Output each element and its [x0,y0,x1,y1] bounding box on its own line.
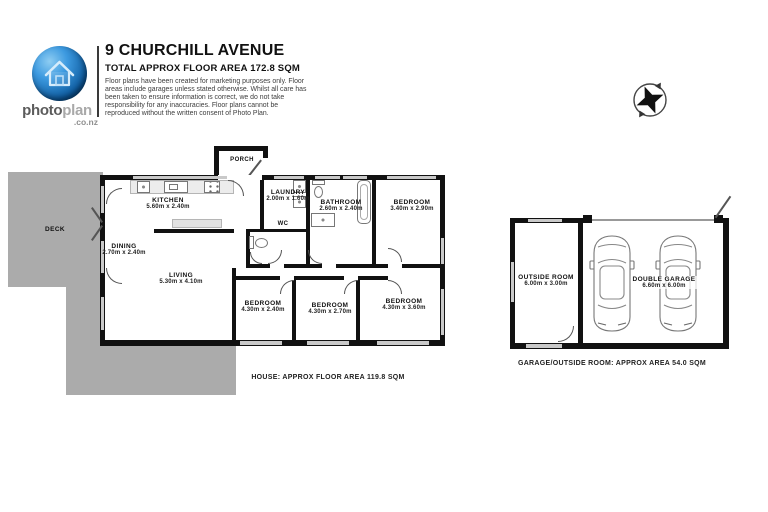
wall-segment [583,343,729,349]
room-label-double-garage: DOUBLE GARAGE 6.60m x 6.00m [632,276,696,289]
window-segment [441,289,444,335]
window-segment [307,341,349,345]
room-label-outside-room: OUTSIDE ROOM 6.00m x 3.00m [518,274,574,287]
room-label-living: LIVING 5.30m x 4.10m [159,272,203,285]
room-label-wc: WC [277,221,289,227]
disclaimer-line: reproduced without the written consent of Photo Plan. [105,109,269,117]
window-segment [274,176,304,179]
house-area-caption: HOUSE: APPROX FLOOR AREA 119.8 SQM [251,374,405,381]
wall-segment [358,276,388,280]
kitchen-island [172,219,222,228]
door-arc [558,326,574,342]
photoplan-logo-icon [32,46,87,101]
disclaimer-line: areas include garages unless stated otherwise. Whilst all care has [105,85,307,93]
room-label-porch: PORCH [230,157,254,163]
room-label-bedroom-mid: BEDROOM 4.30m x 2.70m [308,302,352,315]
window-segment [387,176,436,179]
window-segment [343,176,367,179]
toilet-bowl-icon [314,186,323,198]
logo-word-photo: photo [22,102,63,119]
wall-segment [294,276,344,280]
wall-segment [214,146,268,151]
disclaimer-line: Floor plans have been created for marketing purposes only. Floor [105,78,305,85]
disclaimer-line: been taken to ensure information is correct, we do not take [105,93,285,101]
wall-segment [723,218,729,349]
room-label-deck: DECK [44,226,66,233]
hob-icon [204,181,220,193]
window-segment [240,341,282,345]
page-title: 9 CHURCHILL AVENUE [105,42,285,59]
logo-word-plan: plan [62,102,92,119]
wall-segment [250,264,270,268]
logo-suffix: .co.nz [73,117,98,127]
room-label-bedroom-right: BEDROOM 4.30m x 3.60m [382,298,426,311]
wall-segment [248,229,308,232]
window-segment [315,176,340,179]
compass-north-icon [627,77,673,123]
window-segment [101,186,104,213]
disclaimer-line: responsibility for any inaccuracies. Floor plans cannot be [105,101,279,109]
room-label-bathroom: BATHROOM 2.60m x 2.40m [319,199,363,212]
window-segment [133,176,227,179]
wall-segment [583,215,592,223]
sink-bowl-icon [169,184,178,190]
wc-bowl-icon [255,238,268,248]
vanity-icon [311,213,335,227]
wall-segment [578,218,583,348]
wall-segment [372,179,376,268]
wall-segment [263,146,268,158]
room-label-laundry: LAUNDRY 2.00m x 1.60m [266,189,310,202]
wall-segment [402,264,445,268]
wall-segment [154,229,234,233]
room-label-bedroom-left: BEDROOM 4.30m x 2.40m [241,300,285,313]
house-icon [32,46,87,101]
header-divider [97,46,99,117]
garage-area-caption: GARAGE/OUTSIDE ROOM: APPROX AREA 54.0 SQM [517,360,707,367]
wc-cistern-icon [249,236,254,249]
room-label-bedroom-top: BEDROOM 3.40m x 2.90m [390,199,434,212]
room-label-kitchen: KITCHEN 5.60m x 2.40m [146,197,190,210]
wall-segment [232,276,280,280]
window-segment [441,238,444,264]
window-segment [526,344,562,348]
room-label-dining: DINING 2.70m x 2.40m [102,243,146,256]
wall-segment [284,264,322,268]
window-segment [528,219,562,222]
wall-segment [232,268,236,340]
disclaimer-text [105,78,306,118]
wall-segment [336,264,388,268]
wall-segment [260,179,264,232]
window-segment [377,341,429,345]
window-segment [511,262,514,302]
window-segment [101,297,104,330]
logo-wordmark [10,102,104,127]
toilet-cistern-icon [312,180,325,185]
stove-icon [137,181,150,193]
garage-door-line [583,219,723,221]
total-area-subtitle: TOTAL APPROX FLOOR AREA 172.8 SQM [105,63,301,74]
side-door-line [715,196,732,218]
